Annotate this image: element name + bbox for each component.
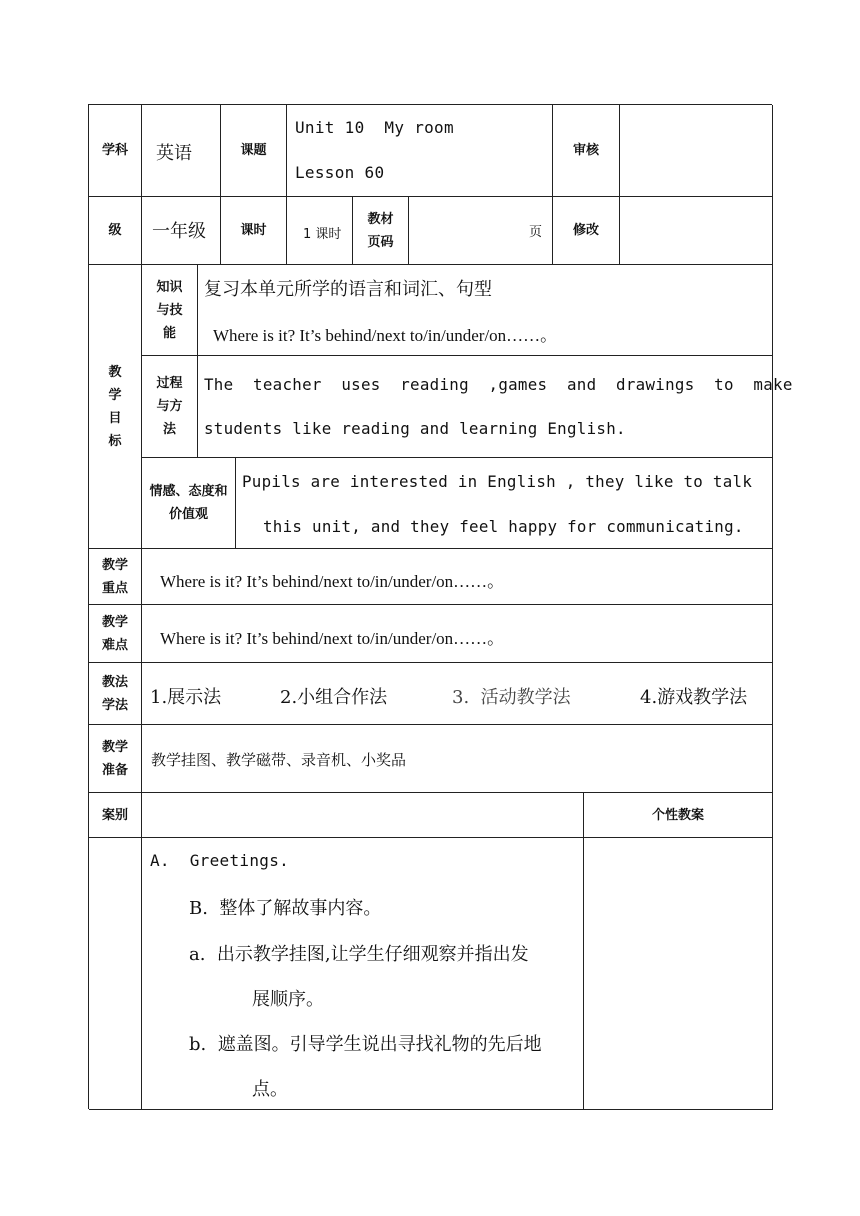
method-item-4: 4.游戏教学法 [640, 687, 748, 708]
plan-body-left [89, 838, 142, 1110]
process-line-2: students like reading and learning English. [204, 419, 626, 438]
preparation-text: 教学挂图、教学磁带、录音机、小奖品 [151, 751, 407, 769]
methods-label: 教法学法 [89, 663, 142, 725]
process-line-1: The teacher uses reading ,games and drawings to make [204, 375, 793, 394]
review-value [620, 105, 773, 197]
revise-value [620, 197, 773, 265]
review-label: 审核 [553, 105, 620, 197]
grade-value-text: 一年级 [152, 221, 206, 242]
revise-label: 修改 [553, 197, 620, 265]
emotion-line-1: Pupils are interested in English , they like to talk [242, 472, 753, 491]
difficulties-value [142, 605, 773, 663]
topic-value [287, 105, 553, 197]
plan-line-a-sub-cont: 展顺序。 [252, 989, 324, 1010]
process-label: 过程与方法 [142, 356, 198, 458]
topic-line-lesson: Lesson 60 [295, 163, 385, 182]
plan-body-content [142, 838, 584, 1110]
grade-value [142, 197, 221, 265]
topic-line-unit: Unit 10 My room [295, 118, 454, 137]
plan-line-a-sub: a. 出示教学挂图,让学生仔细观察并指出发 [189, 944, 529, 965]
preparation-value [142, 725, 773, 793]
period-label: 课时 [221, 197, 287, 265]
plan-line-b-story: B. 整体了解故事内容。 [189, 898, 382, 919]
objectives-label: 教学目标 [89, 265, 142, 549]
knowledge-line-en: Where is it? It’s behind/next to/in/under/on……。 [213, 326, 558, 345]
subject-label: 学科 [89, 105, 142, 197]
case-header-blank [142, 793, 584, 838]
key-points-text: Where is it? It’s behind/next to/in/under/on……。 [160, 572, 505, 591]
personal-plan-label: 个性教案 [584, 793, 773, 838]
knowledge-line-zh: 复习本单元所学的语言和词汇、句型 [204, 279, 492, 300]
page-value-text: 页 [528, 225, 542, 240]
plan-line-b-sub: b. 遮盖图。引导学生说出寻找礼物的先后地 [189, 1034, 542, 1055]
methods-value [142, 663, 773, 725]
preparation-label: 教学准备 [89, 725, 142, 793]
page-label: 教材页码 [353, 197, 409, 265]
emotion-line-2: this unit, and they feel happy for communicating. [263, 517, 744, 536]
difficulties-text: Where is it? It’s behind/next to/in/under/on……。 [160, 629, 505, 648]
grade-label: 级 [89, 197, 142, 265]
period-value-text: 1 课时 [303, 227, 342, 242]
key-points-value [142, 549, 773, 605]
plan-line-a-greetings: A. Greetings. [150, 851, 290, 870]
subject-value-text: 英语 [156, 143, 192, 164]
knowledge-value [198, 265, 773, 356]
knowledge-label: 知识与技能 [142, 265, 198, 356]
topic-label: 课题 [221, 105, 287, 197]
lesson-plan-table [88, 104, 793, 1109]
period-value [287, 197, 353, 265]
case-label: 案别 [89, 793, 142, 838]
plan-body-personal [584, 838, 773, 1110]
plan-line-b-sub-cont: 点。 [252, 1079, 288, 1100]
emotion-value [236, 458, 773, 549]
method-item-1: 1.展示法 [150, 687, 222, 708]
emotion-label: 情感、态度和价值观 [142, 458, 236, 549]
difficulties-label: 教学难点 [89, 605, 142, 663]
key-points-label: 教学重点 [89, 549, 142, 605]
process-value [198, 356, 793, 458]
subject-value [142, 105, 221, 197]
method-item-2: 2.小组合作法 [280, 687, 388, 708]
page-value [409, 197, 553, 265]
method-item-3: 3. 活动教学法 [452, 687, 571, 708]
